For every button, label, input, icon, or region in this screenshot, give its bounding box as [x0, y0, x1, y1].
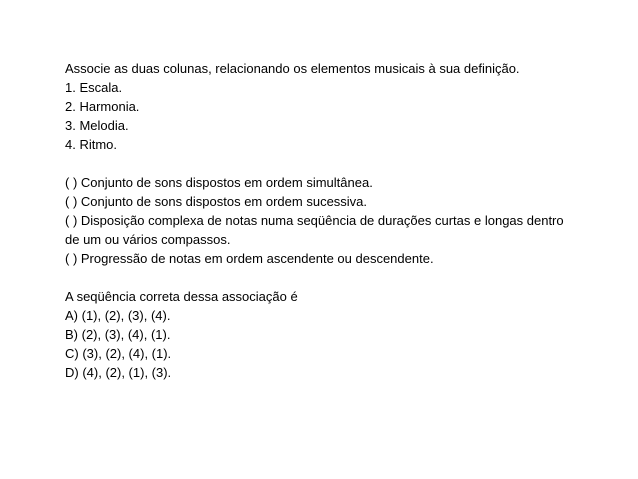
definition-item-1: ( ) Conjunto de sons dispostos em ordem simultânea. [65, 175, 373, 190]
definition-item-3: ( ) Disposição complexa de notas numa seqüência de durações curtas e longas dentro de um ou vários compassos. [65, 213, 564, 247]
option-b: B) (2), (3), (4), (1). [65, 327, 171, 342]
element-item-harmonia: 2. Harmonia. [65, 99, 140, 114]
definition-item-4: ( ) Progressão de notas em ordem ascendente ou descendente. [65, 251, 434, 266]
answer-prompt: A seqüência correta dessa associação é [65, 289, 298, 304]
option-c: C) (3), (2), (4), (1). [65, 346, 172, 361]
option-a: A) (1), (2), (3), (4). [65, 308, 171, 323]
question-prompt: Associe as duas colunas, relacionando os elementos musicais à sua definição. [65, 61, 520, 76]
blank-line [65, 268, 625, 287]
question-text-block [65, 59, 625, 382]
blank-line [65, 154, 625, 173]
element-item-melodia: 3. Melodia. [65, 118, 129, 133]
element-item-ritmo: 4. Ritmo. [65, 137, 118, 152]
element-item-escala: 1. Escala. [65, 80, 123, 95]
definition-item-2: ( ) Conjunto de sons dispostos em ordem sucessiva. [65, 194, 368, 209]
option-d: D) (4), (2), (1), (3). [65, 365, 172, 380]
